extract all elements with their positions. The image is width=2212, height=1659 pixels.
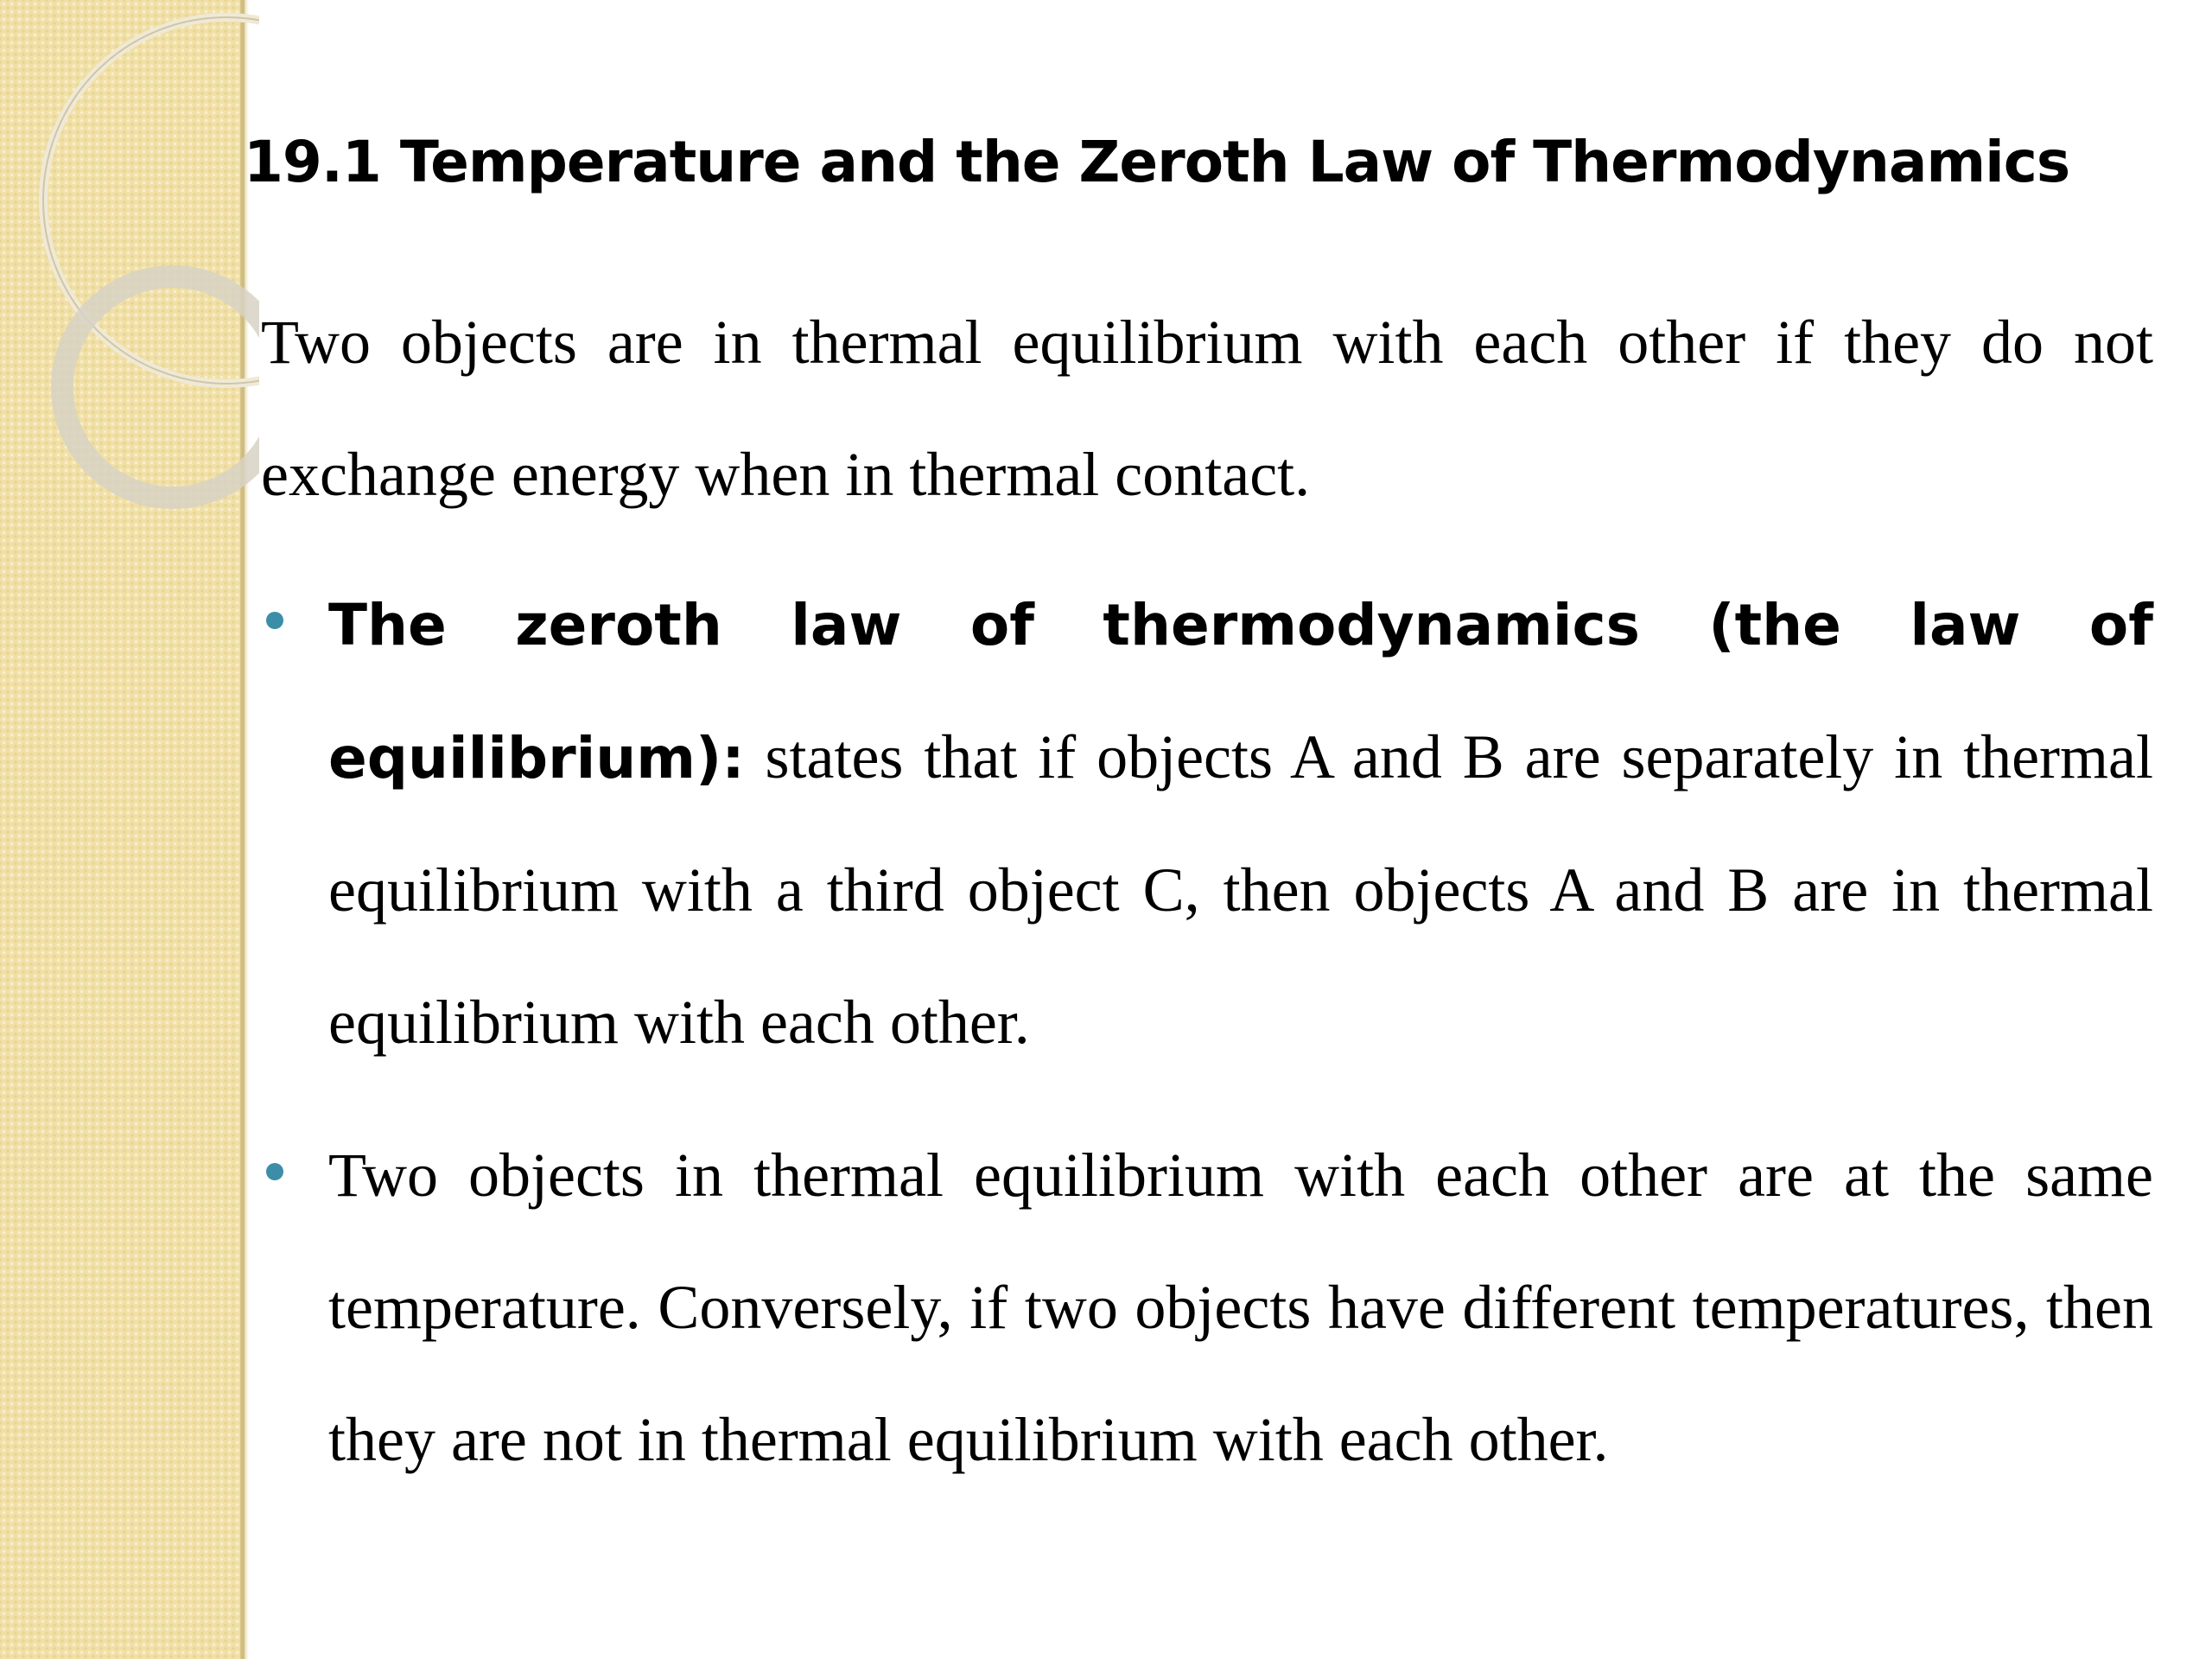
bullet-text bbox=[328, 1109, 2153, 1506]
bullet-term: The zeroth law of thermodynamics (the law of equilibrium): bbox=[328, 592, 2153, 791]
list-item bbox=[328, 558, 2153, 1089]
list-item bbox=[328, 1109, 2153, 1506]
bullet-list bbox=[328, 558, 2153, 1527]
slide-title: 19.1 Temperature and the Zeroth Law of Thermodynamics bbox=[244, 129, 2070, 195]
bullet-dot-icon bbox=[266, 1163, 283, 1180]
bullet-description: Two objects in thermal equilibrium with each other are at the same temperature. Conversely, if two objects have different temperatures, then they are not in thermal equilibrium with each other. bbox=[328, 1141, 2153, 1474]
intro-paragraph: Two objects are in thermal equilibrium with each other if they do not exchange energy when in thermal contact. bbox=[261, 308, 2153, 509]
bullet-text bbox=[328, 558, 2153, 1089]
bullet-description: states that if objects A and B are separately in thermal equilibrium with a third object C, then objects A and B are in thermal equilibrium with each other. bbox=[328, 722, 2153, 1057]
decorative-rings-icon bbox=[0, 0, 259, 553]
bullet-dot-icon bbox=[266, 612, 283, 629]
